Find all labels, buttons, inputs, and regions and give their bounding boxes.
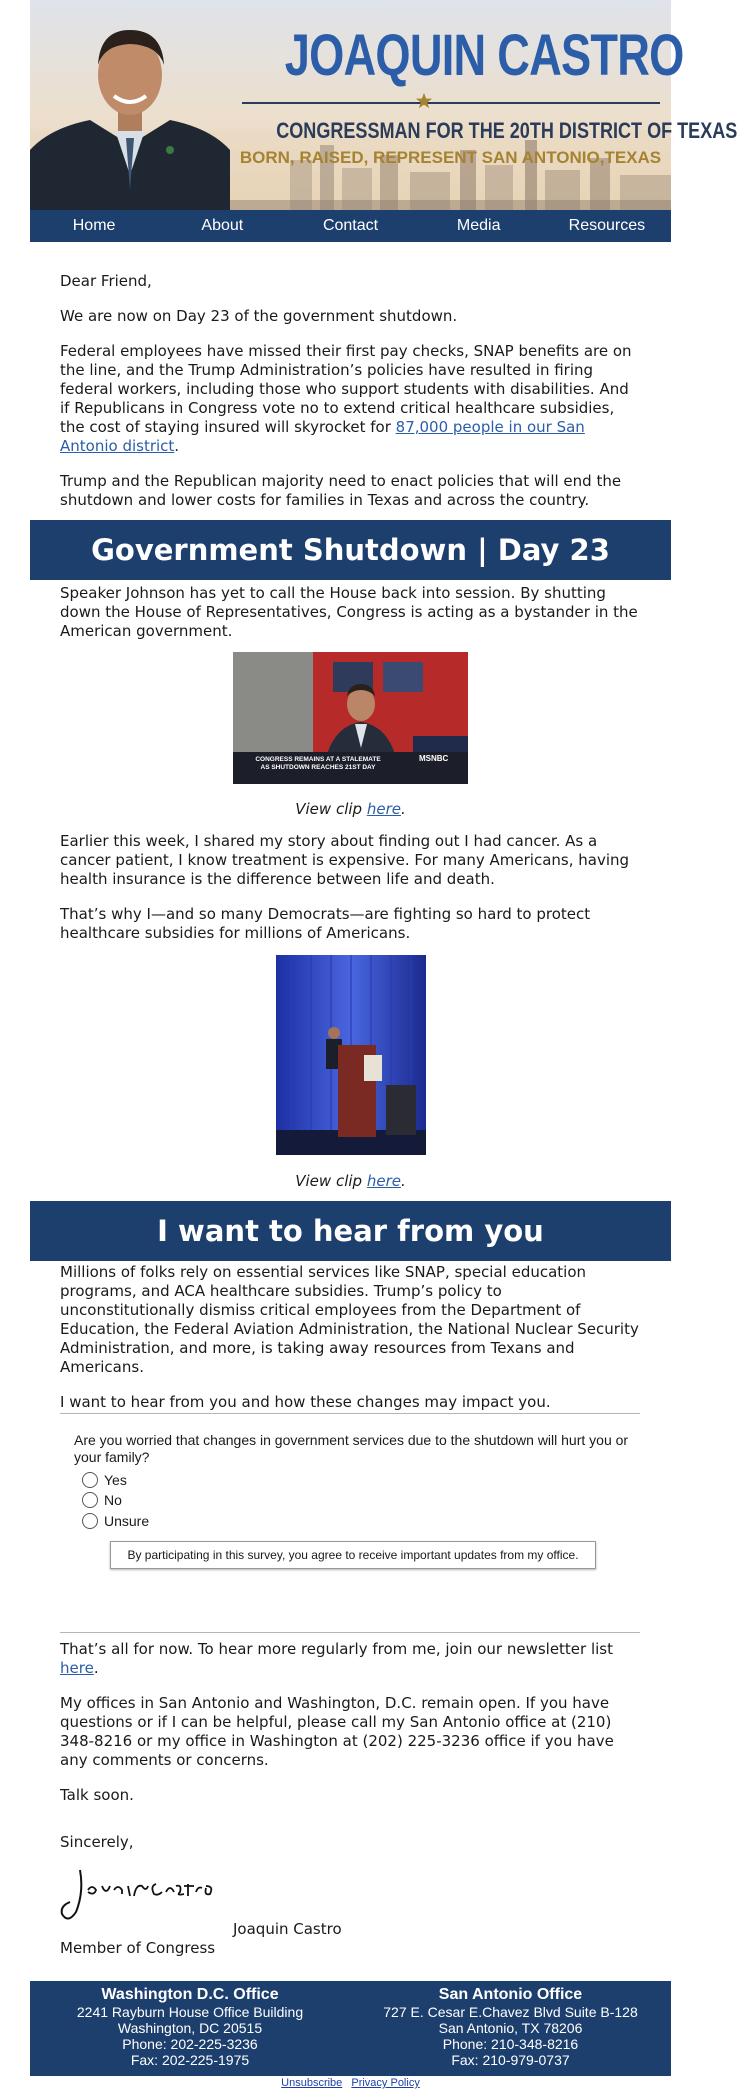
header-divider [242, 102, 660, 104]
survey-option-no[interactable] [82, 1492, 122, 1508]
intro-section [60, 272, 640, 510]
dc-office-fax: Fax: 202-225-1975 [130, 2052, 250, 2068]
view-clip-link-1[interactable]: here [366, 800, 401, 818]
survey-option-yes[interactable] [82, 1472, 127, 1488]
option-yes-label: Yes [104, 1472, 127, 1488]
nav-media[interactable]: Media [456, 217, 501, 234]
option-no-label: No [104, 1492, 122, 1508]
radio-yes[interactable] [82, 1472, 98, 1488]
texas-star-icon [415, 92, 433, 110]
nav-contact[interactable]: Contact [322, 217, 379, 234]
sa-office-line-2: San Antonio, TX 78206 [438, 2020, 583, 2036]
signer-title: Member of Congress [60, 1939, 216, 1957]
survey-agree-notice[interactable]: By participating in this survey, you agree to receive important updates from my office. [110, 1541, 596, 1569]
email-container [30, 0, 737, 2089]
sa-office-title: San Antonio Office [438, 1986, 583, 2003]
sa-office-phone: Phone: 210-348-8216 [442, 2036, 579, 2052]
closing-paragraph-4: Sincerely, [60, 1833, 134, 1851]
radio-no[interactable] [82, 1492, 98, 1508]
nav-resources[interactable]: Resources [568, 217, 646, 234]
closing-paragraph-3: Talk soon. [60, 1786, 134, 1804]
closing-paragraph-2: My offices in San Antonio and Washington, D.C. remain open. If you have questions or if I can be helpful, please call my San Antonio office at (210) 348-8216 or my office in Washington at (202) 225-3236 office if you have any comments or concerns. [60, 1694, 614, 1769]
survey-option-unsure[interactable] [82, 1513, 149, 1529]
hear-from-you-banner: I want to hear from you [30, 1201, 671, 1261]
newsletter-link[interactable]: here [60, 1659, 94, 1677]
radio-unsure[interactable] [82, 1513, 98, 1529]
sa-office-line-1: 727 E. Cesar E.Chavez Blvd Suite B-128 [383, 2004, 638, 2020]
survey-bottom-divider [60, 1632, 640, 1633]
option-unsure-label: Unsure [104, 1513, 150, 1529]
survey-top-divider [60, 1413, 640, 1414]
caption-1-suffix: . [400, 800, 406, 818]
nav-bar [30, 210, 671, 242]
header-name: JOAQUIN CASTRO [284, 23, 684, 88]
closing-paragraph-1-end: . [93, 1659, 99, 1677]
intro-paragraph-1: We are now on Day 23 of the government shutdown. [60, 307, 458, 325]
sa-office [350, 1985, 671, 2068]
shutdown-paragraphs [60, 832, 640, 943]
caption-2-prefix: View clip [295, 1172, 367, 1190]
footer-offices [30, 1981, 671, 2076]
hear-paragraph-1: Millions of folks rely on essential services like SNAP, special education programs, and ACA healthcare subsidies. Trump’s policy to unconstitutionally dismiss critical employees from the Department of Education, the Federal Aviation Administration, the National Nuclear Security Administration, and more, is taking away resources from Texans and Americans. [60, 1263, 639, 1376]
dc-office [30, 1985, 350, 2068]
intro-paragraph-2-end: . [174, 437, 180, 455]
closing-section [60, 1640, 640, 1852]
nav-home[interactable]: Home [72, 217, 116, 234]
intro-paragraph-2-text: Federal employees have missed their first pay checks, SNAP benefits are on the line, and the Trump Administration’s policies have resulted in firing federal workers, including those who support students with disabilities. And if Republicans in Congress vote no to extend critical healthcare subsidies, the cost of staying insured will skyrocket for [60, 342, 632, 436]
dc-office-title: Washington D.C. Office [101, 1986, 279, 2003]
unsubscribe-link[interactable]: Unsubscribe [281, 2077, 343, 2089]
closing-paragraph-1-text: That’s all for now. To hear more regularly from me, join our newsletter list [60, 1640, 614, 1658]
shutdown-paragraph-3: That’s why I—and so many Democrats—are fighting so hard to protect healthcare subsidies for millions of Americans. [60, 905, 591, 942]
msnbc-logo: MSNBC [419, 754, 449, 763]
dc-office-phone: Phone: 202-225-3236 [122, 2036, 258, 2052]
hear-from-you-section [60, 1263, 640, 1412]
dc-office-line-2: Washington, DC 20515 [117, 2020, 263, 2036]
header-banner [30, 0, 737, 210]
video-thumbnail[interactable] [233, 652, 468, 784]
shutdown-paragraph-2: Earlier this week, I shared my story about finding out I had cancer. As a cancer patient, I know treatment is expensive. For many Americans, having health insurance is the difference between life and death. [60, 832, 630, 888]
signer-name: Joaquin Castro [233, 1920, 342, 1938]
shutdown-banner: Government Shutdown | Day 23 [30, 520, 671, 580]
view-clip-link-2[interactable]: here [366, 1172, 401, 1190]
header-tagline: BORN, RAISED, REPRESENT SAN ANTONIO,TEXAS [239, 148, 662, 167]
intro-paragraph-2 [60, 342, 640, 456]
handwritten-signature [58, 1862, 228, 1926]
speech-photo-image [276, 955, 426, 1155]
caption-2-suffix: . [400, 1172, 406, 1190]
shutdown-paragraph-1: Speaker Johnson has yet to call the House back into session. By shutting down the House of Representatives, Congress is acting as a bystander in the American government. [60, 584, 638, 640]
video-chyron [243, 756, 393, 772]
header-subtitle: CONGRESSMAN FOR THE 20TH DISTRICT OF TEXAS [276, 118, 737, 143]
greeting: Dear Friend, [60, 272, 152, 290]
sa-office-fax: Fax: 210-979-0737 [451, 2052, 570, 2068]
hear-paragraph-2: I want to hear from you and how these changes may impact you. [60, 1393, 551, 1411]
caption-1-prefix: View clip [295, 800, 367, 818]
district-link[interactable]: 87,000 people in our San Antonio district [60, 418, 585, 455]
dc-office-line-1: 2241 Rayburn House Office Building [76, 2004, 304, 2020]
closing-paragraph-1 [60, 1640, 640, 1678]
intro-paragraph-3: Trump and the Republican majority need to enact policies that will end the shutdown and lower costs for families in Texas and across the country. [60, 472, 622, 509]
nav-about[interactable]: About [201, 217, 244, 234]
legal-links [30, 2077, 671, 2089]
video-caption-2 [30, 1172, 671, 1190]
privacy-policy-link[interactable]: Privacy Policy [351, 2077, 420, 2089]
congressman-portrait [30, 0, 230, 210]
video-chyron-line-1: CONGRESS REMAINS AT A STALEMATE [255, 756, 381, 763]
survey-question: Are you worried that changes in government services due to the shutdown will hurt you or your family? [74, 1432, 629, 1465]
video-caption-1 [30, 800, 671, 818]
video-chyron-line-2: AS SHUTDOWN REACHES 21ST DAY [260, 764, 376, 771]
speech-photo[interactable] [276, 955, 426, 1155]
